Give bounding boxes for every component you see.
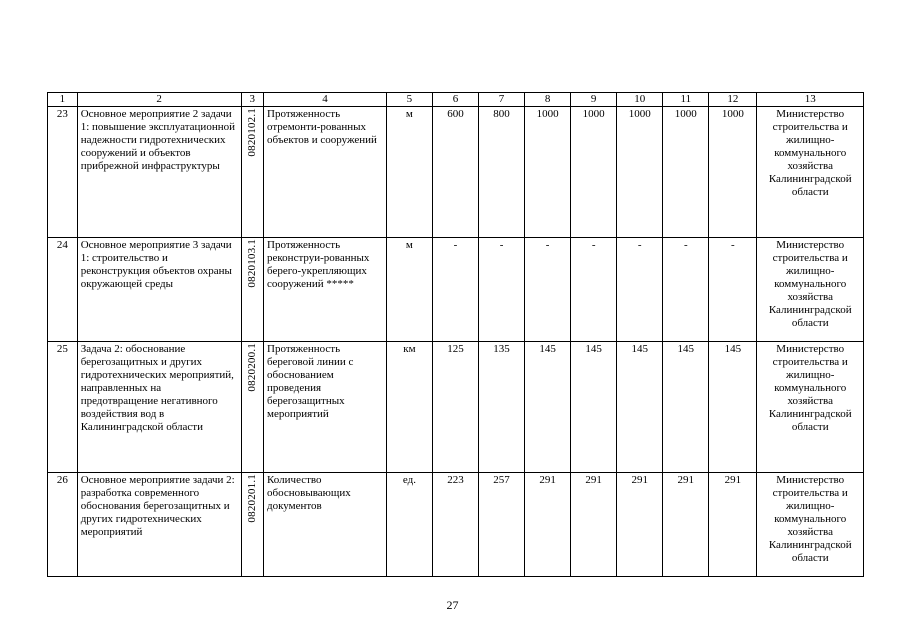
value-col-9: - (571, 238, 617, 342)
header-col-5: 5 (386, 93, 432, 107)
value-col-11: 145 (663, 342, 709, 473)
header-col-7: 7 (479, 93, 525, 107)
value-col-6: 223 (432, 473, 478, 577)
code-cell (241, 342, 264, 473)
header-col-13: 13 (757, 93, 864, 107)
event-description: Основное мероприятие 2 задачи 1: повышение эксплуатационной надежности гидротехнических сооружений и объектов прибрежной инфраструктуры (77, 107, 241, 238)
row-number: 25 (48, 342, 78, 473)
header-col-10: 10 (617, 93, 663, 107)
value-col-8: 291 (525, 473, 571, 577)
row-number: 23 (48, 107, 78, 238)
value-col-7: - (479, 238, 525, 342)
indicator-name: Количество обосновывающих документов (264, 473, 387, 577)
value-col-6: 600 (432, 107, 478, 238)
header-col-4: 4 (264, 93, 387, 107)
value-col-10: 145 (617, 342, 663, 473)
value-col-9: 1000 (571, 107, 617, 238)
event-description: Основное мероприятие задачи 2: разработка современного обоснования берегозащитных и других гидротехнических мероприятий (77, 473, 241, 577)
code-text: 0820102.1 (246, 108, 259, 157)
row-number: 24 (48, 238, 78, 342)
unit: м (386, 107, 432, 238)
value-col-8: - (525, 238, 571, 342)
value-col-11: 1000 (663, 107, 709, 238)
value-col-7: 800 (479, 107, 525, 238)
header-col-8: 8 (525, 93, 571, 107)
responsible-body: Министерство строительства и жилищно-коммунального хозяйства Калининградской области (757, 238, 864, 342)
event-description: Основное мероприятие 3 задачи 1: строительство и реконструкция объектов охраны окружающей среды (77, 238, 241, 342)
value-col-11: - (663, 238, 709, 342)
table-row (48, 342, 864, 473)
responsible-body: Министерство строительства и жилищно-коммунального хозяйства Калининградской области (757, 342, 864, 473)
row-number: 26 (48, 473, 78, 577)
value-col-7: 257 (479, 473, 525, 577)
unit: м (386, 238, 432, 342)
header-col-12: 12 (709, 93, 757, 107)
header-row (48, 93, 864, 107)
page-number: 27 (446, 598, 459, 612)
value-col-11: 291 (663, 473, 709, 577)
header-col-3: 3 (241, 93, 264, 107)
code-text: 0820103.1 (246, 239, 259, 288)
value-col-6: 125 (432, 342, 478, 473)
value-col-10: - (617, 238, 663, 342)
value-col-12: 1000 (709, 107, 757, 238)
code-cell (241, 238, 264, 342)
value-col-6: - (432, 238, 478, 342)
responsible-body: Министерство строительства и жилищно-коммунального хозяйства Калининградской области (757, 107, 864, 238)
header-col-6: 6 (432, 93, 478, 107)
value-col-7: 135 (479, 342, 525, 473)
code-cell (241, 107, 264, 238)
value-col-12: 145 (709, 342, 757, 473)
code-text: 0820200.1 (246, 343, 259, 392)
indicator-name: Протяженность реконструи-рованных берего-укрепляющих сооружений ***** (264, 238, 387, 342)
table-row (48, 238, 864, 342)
indicators-table (47, 92, 864, 577)
value-col-8: 1000 (525, 107, 571, 238)
value-col-9: 145 (571, 342, 617, 473)
header-col-9: 9 (571, 93, 617, 107)
code-cell (241, 473, 264, 577)
code-text: 0820201.1 (246, 474, 259, 523)
value-col-10: 1000 (617, 107, 663, 238)
header-col-2: 2 (77, 93, 241, 107)
unit: ед. (386, 473, 432, 577)
table-row (48, 473, 864, 577)
event-description: Задача 2: обоснование берегозащитных и других гидротехнических мероприятий, направленных на предотвращение негативного воздействия вод в Калининградской области (77, 342, 241, 473)
header-col-1: 1 (48, 93, 78, 107)
header-col-11: 11 (663, 93, 709, 107)
indicator-name: Протяженность отремонти-рованных объектов и сооружений (264, 107, 387, 238)
value-col-10: 291 (617, 473, 663, 577)
indicator-name: Протяженность береговой линии с обоснованием проведения берегозащитных мероприятий (264, 342, 387, 473)
responsible-body: Министерство строительства и жилищно-коммунального хозяйства Калининградской области (757, 473, 864, 577)
unit: км (386, 342, 432, 473)
value-col-8: 145 (525, 342, 571, 473)
table-row (48, 107, 864, 238)
value-col-12: 291 (709, 473, 757, 577)
value-col-9: 291 (571, 473, 617, 577)
value-col-12: - (709, 238, 757, 342)
